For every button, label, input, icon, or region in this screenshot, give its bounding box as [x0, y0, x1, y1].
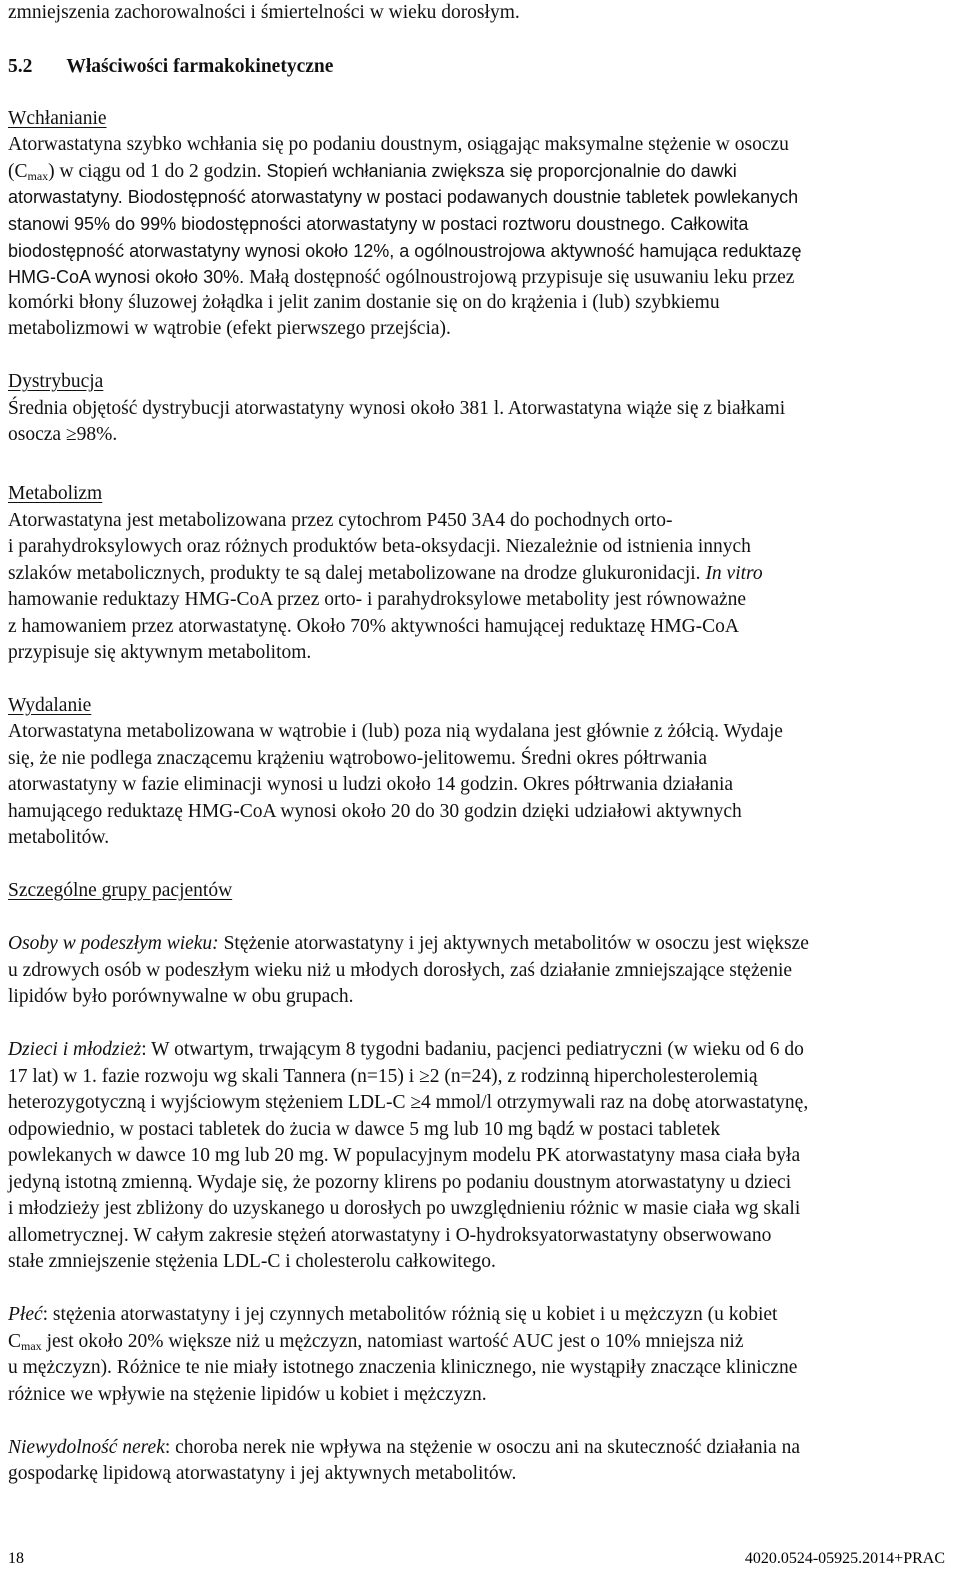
elimination-line: Atorwastatyna metabolizowana w wątrobie i (lub) poza nią wydalana jest głównie z żółcią. Wydaje: [8, 721, 783, 742]
elderly-paragraph-line: Osoby w podeszłym wieku: Stężenie atorwastatyny i jej aktywnych metabolitów w osoczu jest większe: [8, 933, 809, 954]
absorption-line: komórki błony śluzowej żołądka i jelit zanim dostanie się on do krążenia i (lub) szybkiemu: [8, 292, 720, 313]
children-paragraph-line: jedyną istotną zmienną. Wydaje się, że pozorny klirens po podaniu doustnym atorwastatyny u dzieci: [8, 1172, 792, 1193]
page-number: 18: [8, 1550, 24, 1567]
special-populations-heading: Szczególne grupy pacjentów: [8, 880, 233, 901]
distribution-heading: Dystrybucja: [8, 371, 104, 392]
absorption-line: HMG-CoA wynosi około 30%. Małą dostępność ogólnoustrojową przypisuje się usuwaniu leku przez: [8, 267, 795, 288]
section-title: Właściwości farmakokinetyczne: [66, 56, 334, 77]
children-paragraph-line: allometrycznej. W całym zakresie stężeń atorwastatyny i O-hydroksyatorwastatyny obserwowano: [8, 1225, 772, 1246]
children-paragraph-line: i młodzieży jest zbliżony do uzyskanego u dorosłych po uwzględnieniu różnic w masie ciała wg skali: [8, 1198, 801, 1219]
elderly-paragraph-line: u zdrowych osób w podeszłym wieku niż u młodych dorosłych, zaś działanie zmniejszające stężenie: [8, 960, 793, 981]
absorption-line: Atorwastatyna szybko wchłania się po podaniu doustnym, osiągając maksymalne stężenie w osoczu: [8, 134, 789, 155]
children-paragraph-line: heterozygotyczną i wyjściowym stężeniem LDL-C ≥4 mmol/l otrzymywali raz na dobę atorwastatynę,: [8, 1092, 809, 1113]
distribution-line: osocza ≥98%.: [8, 424, 118, 445]
renal-paragraph-line: gospodarkę lipidową atorwastatyny i jej aktywnych metabolitów.: [8, 1463, 517, 1484]
elderly-paragraph-line: lipidów było porównywalne w obu grupach.: [8, 986, 354, 1007]
elimination-line: atorwastatyny w fazie eliminacji wynosi u ludzi około 14 godzin. Okres półtrwania działania: [8, 774, 734, 795]
distribution-line: Średnia objętość dystrybucji atorwastatyny wynosi około 381 l. Atorwastatyna wiąże się z białkami: [8, 398, 786, 419]
metabolism-line: i parahydroksylowych oraz różnych produktów beta-oksydacji. Niezależnie od istnienia innych: [8, 536, 751, 557]
children-paragraph-line: stałe zmniejszenie stężenia LDL-C i cholesterolu całkowitego.: [8, 1251, 496, 1272]
metabolism-line: hamowanie reduktazy HMG-CoA przez orto- i parahydroksylowe metabolity jest równoważne: [8, 589, 747, 610]
metabolism-heading: Metabolizm: [8, 483, 103, 504]
elimination-heading: Wydalanie: [8, 695, 92, 716]
sex-paragraph-line: $C_{max}$ jest około 20% większe niż u mężczyzn, natomiast wartość AUC jest o 10% mniejsza niż: [8, 1331, 744, 1353]
children-paragraph-line: powlekanych w dawce 10 mg lub 20 mg. W populacyjnym modelu PK atorwastatyny masa ciała była: [8, 1145, 801, 1166]
absorption-heading: Wchłanianie: [8, 108, 107, 129]
elimination-line: hamującego reduktazę HMG-CoA wynosi około 20 do 30 godzin dzięki udziałowi aktywnych: [8, 801, 742, 822]
renal-label: Niewydolność nerek: [8, 1437, 165, 1458]
children-paragraph-line: 17 lat) w 1. fazie rozwoju wg skali Tannera (n=15) i ≥2 (n=24), z rodzinną hipercholesterolemią: [8, 1066, 758, 1087]
document-code: 4020.0524-05925.2014+PRAC: [744, 1550, 945, 1567]
elimination-line: metabolitów.: [8, 827, 110, 848]
children-paragraph-line: Dzieci i młodzież: W otwartym, trwającym 8 tygodni badaniu, pacjenci pediatryczni (w wieku od 6 do: [8, 1039, 804, 1060]
absorption-line: metabolizmowi w wątrobie (efekt pierwszego przejścia).: [8, 318, 451, 339]
sex-paragraph-line: różnice we wpływie na stężenie lipidów u kobiet i mężczyzn.: [8, 1384, 487, 1405]
elderly-label: Osoby w podeszłym wieku:: [8, 933, 219, 954]
absorption-line: biodostępność atorwastatyny wynosi około 12%, a ogólnoustrojowa aktywność hamująca reduktazę: [8, 241, 802, 261]
absorption-line: $(C_{max})$ w ciągu od 1 do 2 godzin. Stopień wchłaniania zwiększa się proporcjonalnie do dawki: [8, 161, 737, 183]
elimination-line: się, że nie podlega znaczącemu krążeniu wątrobowo-jelitowemu. Średni okres półtrwania: [8, 748, 708, 769]
renal-paragraph-line: Niewydolność nerek: choroba nerek nie wpływa na stężenie w osoczu ani na skuteczność działania na: [8, 1437, 800, 1458]
sex-label: Płeć: [8, 1304, 43, 1325]
section-number: 5.2: [8, 56, 33, 77]
intro-line: zmniejszenia zachorowalności i śmiertelności w wieku dorosłym.: [8, 2, 520, 23]
sex-paragraph-line: Płeć: stężenia atorwastatyny i jej czynnych metabolitów różnią się u kobiet i u mężczyzn (u kobiet: [8, 1304, 778, 1325]
section-heading: [8, 54, 333, 81]
metabolism-line: szlaków metabolicznych, produkty te są dalej metabolizowane na drodze glukuronidacji. In vitro: [8, 563, 763, 584]
metabolism-line: przypisuje się aktywnym metabolitom.: [8, 642, 312, 663]
absorption-line: atorwastatyny. Biodostępność atorwastatyny w postaci podawanych doustnie tabletek powlekanych: [8, 187, 799, 207]
metabolism-line: Atorwastatyna jest metabolizowana przez cytochrom P450 3A4 do pochodnych orto-: [8, 510, 673, 531]
absorption-line: stanowi 95% do 99% biodostępności atorwastatyny w postaci roztworu doustnego. Całkowita: [8, 214, 749, 234]
children-paragraph-line: odpowiednio, w postaci tabletek do żucia w dawce 5 mg lub 10 mg bądź w postaci tabletek: [8, 1119, 721, 1140]
children-label: Dzieci i młodzież: [8, 1039, 142, 1060]
sex-paragraph-line: u mężczyzn). Różnice te nie miały istotnego znaczenia klinicznego, nie wystąpiły znaczące kliniczne: [8, 1357, 798, 1378]
metabolism-line: z hamowaniem przez atorwastatynę. Około 70% aktywności hamującej reduktazę HMG-CoA: [8, 616, 740, 637]
